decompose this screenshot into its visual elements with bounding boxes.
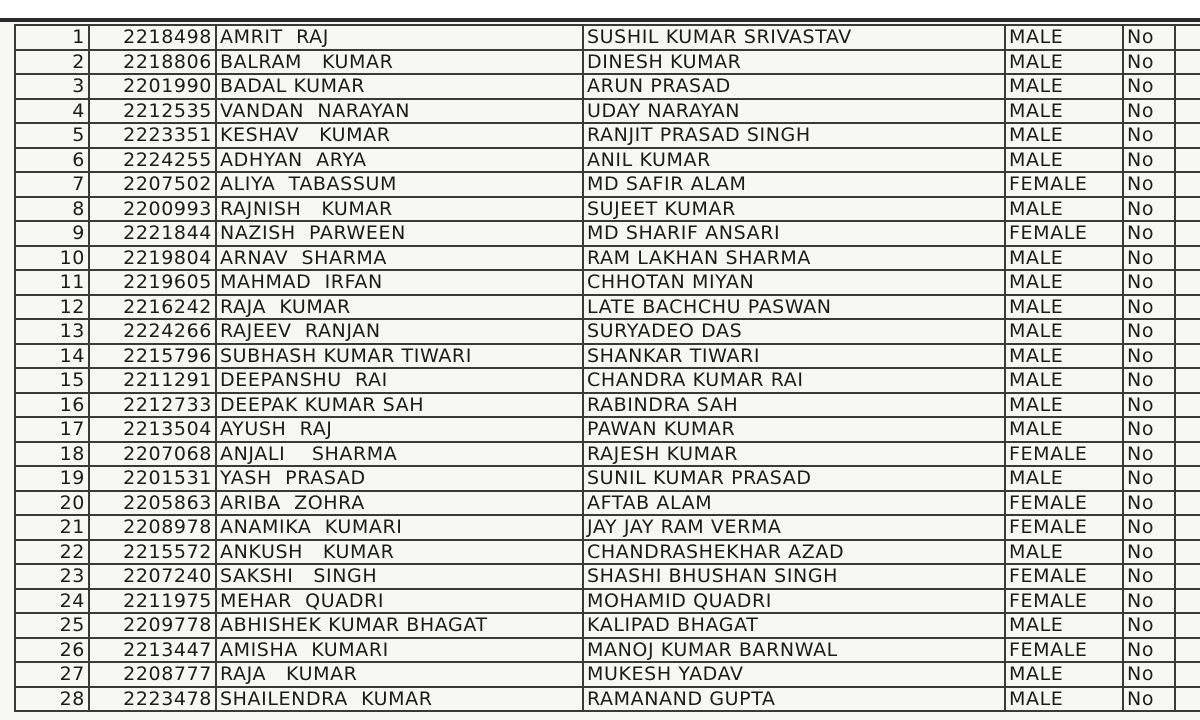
- serial-number-cell: 19: [15, 466, 89, 491]
- serial-number-cell: 22: [15, 540, 89, 565]
- student-name-cell: ABHISHEK KUMAR BHAGAT: [216, 613, 583, 638]
- status-cell: No: [1123, 246, 1175, 271]
- trailing-cell: [1175, 74, 1200, 99]
- table-row: [15, 344, 1200, 369]
- table-row: [15, 442, 1200, 467]
- serial-number-cell: 24: [15, 589, 89, 614]
- registration-number-cell: 2212733: [89, 393, 216, 418]
- serial-number-cell: 9: [15, 221, 89, 246]
- registration-number-cell: 2211975: [89, 589, 216, 614]
- father-name-cell: PAWAN KUMAR: [583, 417, 1005, 442]
- student-name-cell: NAZISH PARWEEN: [216, 221, 583, 246]
- serial-number-cell: 12: [15, 295, 89, 320]
- student-name-cell: VANDAN NARAYAN: [216, 99, 583, 124]
- serial-number-cell: 14: [15, 344, 89, 369]
- registration-number-cell: 2207240: [89, 564, 216, 589]
- status-cell: No: [1123, 270, 1175, 295]
- father-name-cell: ARUN PRASAD: [583, 74, 1005, 99]
- student-name-cell: BADAL KUMAR: [216, 74, 583, 99]
- serial-number-cell: 3: [15, 74, 89, 99]
- student-name-cell: MAHMAD IRFAN: [216, 270, 583, 295]
- status-cell: No: [1123, 197, 1175, 222]
- trailing-cell: [1175, 613, 1200, 638]
- gender-cell: MALE: [1005, 148, 1123, 173]
- registration-number-cell: 2211291: [89, 368, 216, 393]
- table-row: [15, 638, 1200, 663]
- table-row: [15, 172, 1200, 197]
- student-name-cell: YASH PRASAD: [216, 466, 583, 491]
- status-cell: No: [1123, 99, 1175, 124]
- student-name-cell: AMRIT RAJ: [216, 25, 583, 50]
- student-name-cell: RAJA KUMAR: [216, 295, 583, 320]
- gender-cell: MALE: [1005, 74, 1123, 99]
- status-cell: No: [1123, 74, 1175, 99]
- status-cell: No: [1123, 393, 1175, 418]
- serial-number-cell: 15: [15, 368, 89, 393]
- status-cell: No: [1123, 589, 1175, 614]
- father-name-cell: RABINDRA SAH: [583, 393, 1005, 418]
- table-row: [15, 491, 1200, 516]
- gender-cell: FEMALE: [1005, 589, 1123, 614]
- student-name-cell: DEEPAK KUMAR SAH: [216, 393, 583, 418]
- status-cell: No: [1123, 662, 1175, 687]
- gender-cell: MALE: [1005, 613, 1123, 638]
- registration-number-cell: 2205863: [89, 491, 216, 516]
- trailing-cell: [1175, 50, 1200, 75]
- status-cell: No: [1123, 638, 1175, 663]
- registration-number-cell: 2200993: [89, 197, 216, 222]
- registration-number-cell: 2224266: [89, 319, 216, 344]
- father-name-cell: CHANDRA KUMAR RAI: [583, 368, 1005, 393]
- trailing-cell: [1175, 638, 1200, 663]
- trailing-cell: [1175, 589, 1200, 614]
- serial-number-cell: 7: [15, 172, 89, 197]
- gender-cell: FEMALE: [1005, 515, 1123, 540]
- father-name-cell: CHHOTAN MIYAN: [583, 270, 1005, 295]
- table-row: [15, 221, 1200, 246]
- trailing-cell: [1175, 270, 1200, 295]
- table-row: [15, 687, 1200, 712]
- gender-cell: FEMALE: [1005, 491, 1123, 516]
- status-cell: No: [1123, 564, 1175, 589]
- status-cell: No: [1123, 344, 1175, 369]
- status-cell: No: [1123, 148, 1175, 173]
- registration-number-cell: 2215572: [89, 540, 216, 565]
- serial-number-cell: 17: [15, 417, 89, 442]
- serial-number-cell: 8: [15, 197, 89, 222]
- table-row: [15, 25, 1200, 50]
- table-row: [15, 197, 1200, 222]
- top-border: [0, 0, 1200, 22]
- gender-cell: MALE: [1005, 123, 1123, 148]
- gender-cell: MALE: [1005, 466, 1123, 491]
- serial-number-cell: 16: [15, 393, 89, 418]
- status-cell: No: [1123, 417, 1175, 442]
- trailing-cell: [1175, 564, 1200, 589]
- student-name-cell: MEHAR QUADRI: [216, 589, 583, 614]
- table-row: [15, 515, 1200, 540]
- father-name-cell: MD SHARIF ANSARI: [583, 221, 1005, 246]
- trailing-cell: [1175, 123, 1200, 148]
- serial-number-cell: 6: [15, 148, 89, 173]
- trailing-cell: [1175, 466, 1200, 491]
- student-name-cell: RAJA KUMAR: [216, 662, 583, 687]
- registration-number-cell: 2208978: [89, 515, 216, 540]
- registration-number-cell: 2201990: [89, 74, 216, 99]
- registration-number-cell: 2216242: [89, 295, 216, 320]
- trailing-cell: [1175, 491, 1200, 516]
- trailing-cell: [1175, 344, 1200, 369]
- status-cell: No: [1123, 368, 1175, 393]
- serial-number-cell: 27: [15, 662, 89, 687]
- trailing-cell: [1175, 172, 1200, 197]
- registration-number-cell: 2201531: [89, 466, 216, 491]
- father-name-cell: RAM LAKHAN SHARMA: [583, 246, 1005, 271]
- registration-number-cell: 2218498: [89, 25, 216, 50]
- gender-cell: MALE: [1005, 417, 1123, 442]
- table-row: [15, 662, 1200, 687]
- father-name-cell: DINESH KUMAR: [583, 50, 1005, 75]
- serial-number-cell: 25: [15, 613, 89, 638]
- trailing-cell: [1175, 25, 1200, 50]
- table-row: [15, 564, 1200, 589]
- student-name-cell: DEEPANSHU RAI: [216, 368, 583, 393]
- serial-number-cell: 2: [15, 50, 89, 75]
- gender-cell: FEMALE: [1005, 564, 1123, 589]
- registration-number-cell: 2207068: [89, 442, 216, 467]
- student-name-cell: SAKSHI SINGH: [216, 564, 583, 589]
- status-cell: No: [1123, 466, 1175, 491]
- trailing-cell: [1175, 221, 1200, 246]
- student-name-cell: ARIBA ZOHRA: [216, 491, 583, 516]
- trailing-cell: [1175, 197, 1200, 222]
- registration-number-cell: 2213447: [89, 638, 216, 663]
- serial-number-cell: 23: [15, 564, 89, 589]
- status-cell: No: [1123, 687, 1175, 712]
- status-cell: No: [1123, 172, 1175, 197]
- gender-cell: MALE: [1005, 393, 1123, 418]
- status-cell: No: [1123, 221, 1175, 246]
- father-name-cell: MOHAMID QUADRI: [583, 589, 1005, 614]
- father-name-cell: KALIPAD BHAGAT: [583, 613, 1005, 638]
- father-name-cell: SHANKAR TIWARI: [583, 344, 1005, 369]
- trailing-cell: [1175, 319, 1200, 344]
- registration-number-cell: 2223351: [89, 123, 216, 148]
- father-name-cell: MUKESH YADAV: [583, 662, 1005, 687]
- registration-number-cell: 2219605: [89, 270, 216, 295]
- serial-number-cell: 11: [15, 270, 89, 295]
- registration-number-cell: 2224255: [89, 148, 216, 173]
- status-cell: No: [1123, 515, 1175, 540]
- serial-number-cell: 13: [15, 319, 89, 344]
- table-row: [15, 74, 1200, 99]
- trailing-cell: [1175, 515, 1200, 540]
- student-name-cell: KESHAV KUMAR: [216, 123, 583, 148]
- gender-cell: MALE: [1005, 99, 1123, 124]
- trailing-cell: [1175, 99, 1200, 124]
- father-name-cell: RAJESH KUMAR: [583, 442, 1005, 467]
- status-cell: No: [1123, 613, 1175, 638]
- student-name-cell: AMISHA KUMARI: [216, 638, 583, 663]
- table-row: [15, 270, 1200, 295]
- table-row: [15, 99, 1200, 124]
- gender-cell: MALE: [1005, 50, 1123, 75]
- registration-number-cell: 2213504: [89, 417, 216, 442]
- father-name-cell: RAMANAND GUPTA: [583, 687, 1005, 712]
- trailing-cell: [1175, 246, 1200, 271]
- trailing-cell: [1175, 417, 1200, 442]
- gender-cell: MALE: [1005, 540, 1123, 565]
- serial-number-cell: 18: [15, 442, 89, 467]
- father-name-cell: SHASHI BHUSHAN SINGH: [583, 564, 1005, 589]
- table-row: [15, 417, 1200, 442]
- status-cell: No: [1123, 295, 1175, 320]
- gender-cell: MALE: [1005, 368, 1123, 393]
- student-name-cell: ARNAV SHARMA: [216, 246, 583, 271]
- gender-cell: MALE: [1005, 197, 1123, 222]
- father-name-cell: SUSHIL KUMAR SRIVASTAV: [583, 25, 1005, 50]
- serial-number-cell: 4: [15, 99, 89, 124]
- father-name-cell: RANJIT PRASAD SINGH: [583, 123, 1005, 148]
- serial-number-cell: 28: [15, 687, 89, 712]
- registration-number-cell: 2212535: [89, 99, 216, 124]
- serial-number-cell: 1: [15, 25, 89, 50]
- student-name-cell: ANAMIKA KUMARI: [216, 515, 583, 540]
- father-name-cell: MD SAFIR ALAM: [583, 172, 1005, 197]
- gender-cell: MALE: [1005, 270, 1123, 295]
- registration-number-cell: 2207502: [89, 172, 216, 197]
- father-name-cell: SURYADEO DAS: [583, 319, 1005, 344]
- serial-number-cell: 20: [15, 491, 89, 516]
- student-name-cell: ALIYA TABASSUM: [216, 172, 583, 197]
- table-row: [15, 148, 1200, 173]
- gender-cell: MALE: [1005, 246, 1123, 271]
- registration-number-cell: 2215796: [89, 344, 216, 369]
- gender-cell: MALE: [1005, 319, 1123, 344]
- trailing-cell: [1175, 368, 1200, 393]
- table-row: [15, 613, 1200, 638]
- serial-number-cell: 26: [15, 638, 89, 663]
- student-name-cell: RAJNISH KUMAR: [216, 197, 583, 222]
- serial-number-cell: 5: [15, 123, 89, 148]
- father-name-cell: SUNIL KUMAR PRASAD: [583, 466, 1005, 491]
- registration-number-cell: 2221844: [89, 221, 216, 246]
- serial-number-cell: 10: [15, 246, 89, 271]
- table-row: [15, 123, 1200, 148]
- student-name-cell: SUBHASH KUMAR TIWARI: [216, 344, 583, 369]
- father-name-cell: ANIL KUMAR: [583, 148, 1005, 173]
- student-name-cell: RAJEEV RANJAN: [216, 319, 583, 344]
- table-row: [15, 540, 1200, 565]
- status-cell: No: [1123, 540, 1175, 565]
- father-name-cell: JAY JAY RAM VERMA: [583, 515, 1005, 540]
- gender-cell: MALE: [1005, 295, 1123, 320]
- student-list-table: [14, 24, 1200, 712]
- table-row: [15, 295, 1200, 320]
- trailing-cell: [1175, 393, 1200, 418]
- student-name-cell: SHAILENDRA KUMAR: [216, 687, 583, 712]
- table-row: [15, 393, 1200, 418]
- serial-number-cell: 21: [15, 515, 89, 540]
- student-name-cell: BALRAM KUMAR: [216, 50, 583, 75]
- gender-cell: MALE: [1005, 662, 1123, 687]
- table-row: [15, 589, 1200, 614]
- student-name-cell: AYUSH RAJ: [216, 417, 583, 442]
- father-name-cell: MANOJ KUMAR BARNWAL: [583, 638, 1005, 663]
- table-body: [15, 25, 1200, 711]
- status-cell: No: [1123, 25, 1175, 50]
- registration-number-cell: 2209778: [89, 613, 216, 638]
- gender-cell: MALE: [1005, 687, 1123, 712]
- registration-number-cell: 2208777: [89, 662, 216, 687]
- father-name-cell: SUJEET KUMAR: [583, 197, 1005, 222]
- gender-cell: FEMALE: [1005, 172, 1123, 197]
- table-row: [15, 50, 1200, 75]
- trailing-cell: [1175, 662, 1200, 687]
- status-cell: No: [1123, 50, 1175, 75]
- trailing-cell: [1175, 687, 1200, 712]
- status-cell: No: [1123, 491, 1175, 516]
- status-cell: No: [1123, 319, 1175, 344]
- student-name-cell: ADHYAN ARYA: [216, 148, 583, 173]
- gender-cell: MALE: [1005, 25, 1123, 50]
- registration-number-cell: 2219804: [89, 246, 216, 271]
- father-name-cell: LATE BACHCHU PASWAN: [583, 295, 1005, 320]
- status-cell: No: [1123, 442, 1175, 467]
- status-cell: No: [1123, 123, 1175, 148]
- father-name-cell: UDAY NARAYAN: [583, 99, 1005, 124]
- trailing-cell: [1175, 540, 1200, 565]
- gender-cell: MALE: [1005, 344, 1123, 369]
- gender-cell: FEMALE: [1005, 638, 1123, 663]
- trailing-cell: [1175, 442, 1200, 467]
- father-name-cell: CHANDRASHEKHAR AZAD: [583, 540, 1005, 565]
- table-row: [15, 246, 1200, 271]
- table-row: [15, 319, 1200, 344]
- student-name-cell: ANJALI SHARMA: [216, 442, 583, 467]
- registration-number-cell: 2218806: [89, 50, 216, 75]
- trailing-cell: [1175, 148, 1200, 173]
- trailing-cell: [1175, 295, 1200, 320]
- student-name-cell: ANKUSH KUMAR: [216, 540, 583, 565]
- registration-number-cell: 2223478: [89, 687, 216, 712]
- father-name-cell: AFTAB ALAM: [583, 491, 1005, 516]
- table-row: [15, 368, 1200, 393]
- gender-cell: FEMALE: [1005, 442, 1123, 467]
- gender-cell: FEMALE: [1005, 221, 1123, 246]
- table-row: [15, 466, 1200, 491]
